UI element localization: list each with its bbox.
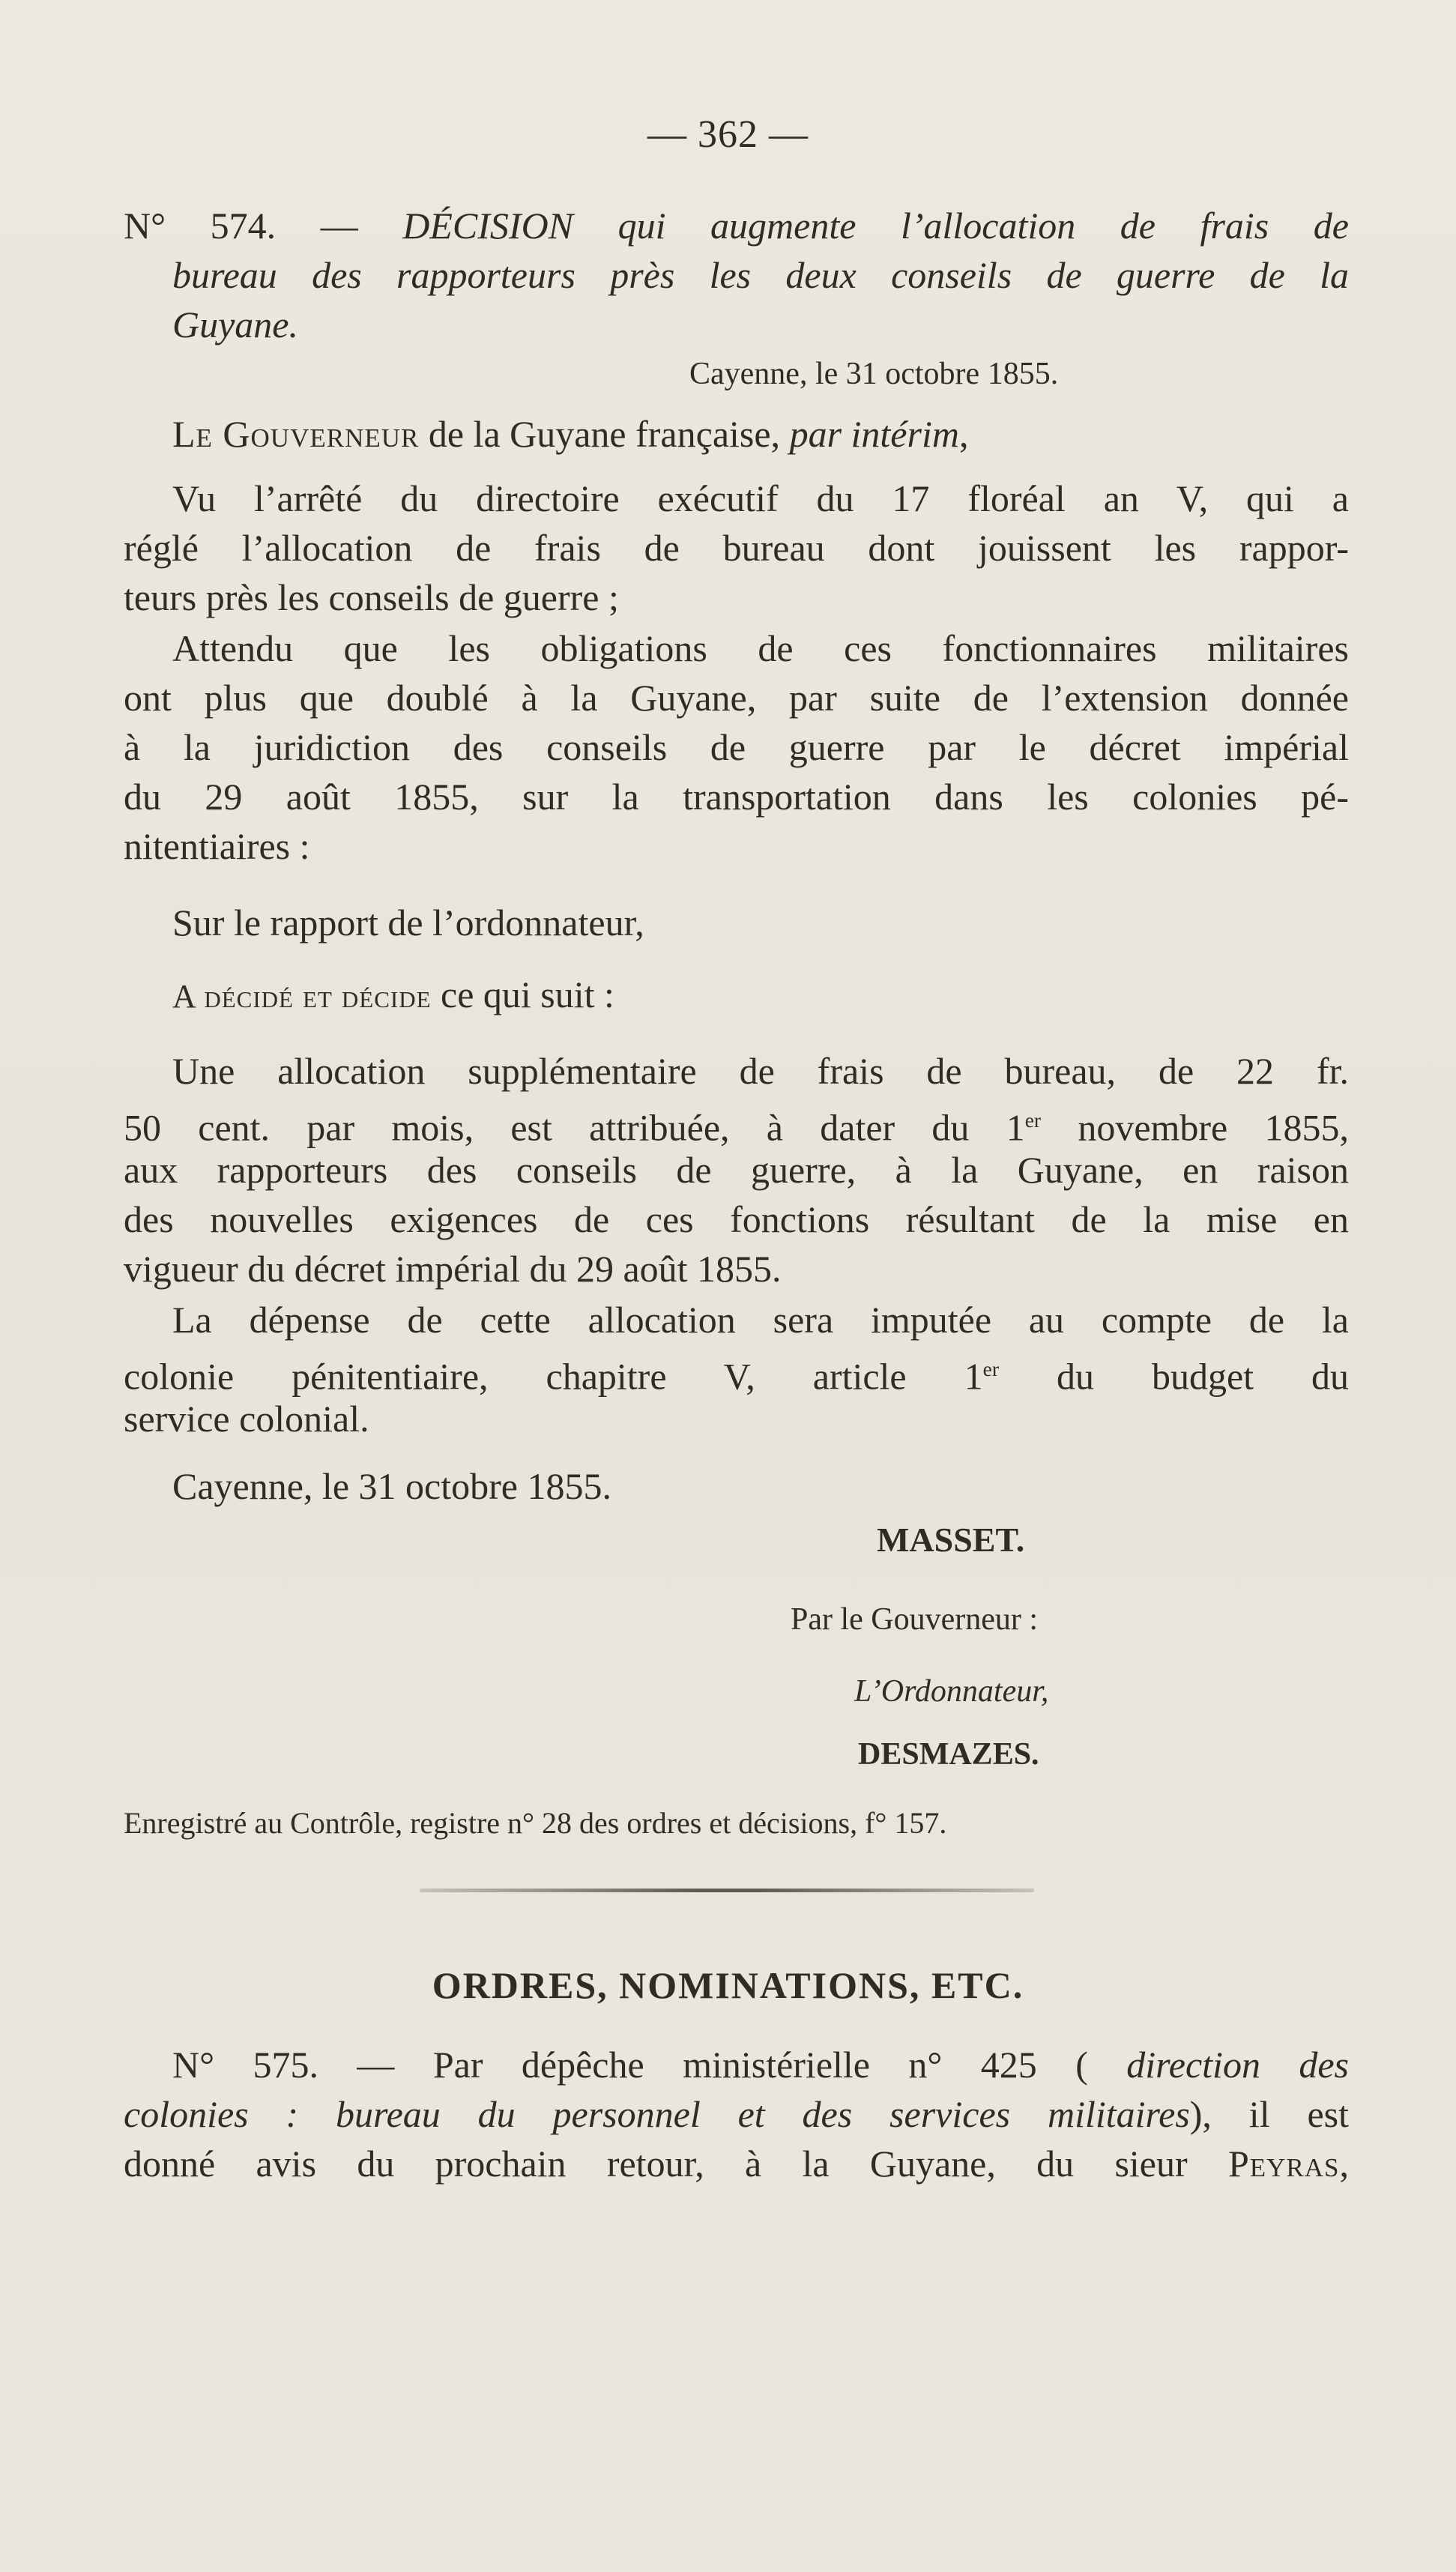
para4-line-2-end: novembre 1855, xyxy=(1041,1106,1349,1149)
item575-line-1-start: N° 575. — Par dépêche ministérielle n° 425 ( xyxy=(172,2044,1127,2086)
para4-line-4: des nouvelles exigences de ces fonctions résultant de la mise en xyxy=(124,1198,1349,1240)
closing-date: Cayenne, le 31 octobre 1855. xyxy=(172,1465,611,1507)
section-title: ORDRES, NOMINATIONS, ETC. xyxy=(432,1964,1024,2006)
item575-name: Peyras xyxy=(1227,2143,1340,2185)
decide-label: A décidé et décide xyxy=(172,978,432,1015)
para5-line-2-start: colonie pénitentiaire, chapitre V, article 1 xyxy=(124,1355,983,1398)
para2-line-5: nitentiaires : xyxy=(124,825,310,867)
section-divider xyxy=(420,1889,1034,1892)
para4-line-3: aux rapporteurs des conseils de guerre, à la Guyane, en raison xyxy=(124,1149,1349,1191)
para5-line-1: La dépense de cette allocation sera imputée au compte de la xyxy=(172,1299,1349,1341)
registration-note: Enregistré au Contrôle, registre n° 28 des ordres et décisions, f° 157. xyxy=(124,1806,947,1840)
para1-line-1: Vu l’arrêté du directoire exécutif du 17 floréal an V, qui a xyxy=(172,477,1349,519)
para5-line-3: service colonial. xyxy=(124,1398,369,1440)
decide-rest: ce qui suit : xyxy=(431,973,614,1015)
item575-line-2-italic: colonies : bureau du personnel et des services militaires xyxy=(124,2093,1190,2135)
decision-date: Cayenne, le 31 octobre 1855. xyxy=(689,357,1059,391)
decide-line xyxy=(172,971,614,1020)
governor-line-rest: de la Guyane française, xyxy=(419,413,790,455)
para2-line-4: du 29 août 1855, sur la transportation dans les colonies pé- xyxy=(124,776,1349,818)
para5-line-2-end: du budget du xyxy=(998,1355,1349,1398)
item575-line-3-start: donné avis du prochain retour, à la Guyane, du sieur xyxy=(124,2143,1228,2185)
para5-line-2 xyxy=(124,1346,1349,1400)
ordonnateur-title: L’Ordonnateur, xyxy=(854,1674,1049,1709)
governor-line-suffix: , xyxy=(958,413,969,455)
governor-interim: par intérim xyxy=(789,413,959,455)
decision-title-line-2: bureau des rapporteurs près les deux conseils de guerre de la xyxy=(172,254,1349,296)
para3-line: Sur le rapport de l’ordonnateur, xyxy=(172,902,644,944)
para2-line-1: Attendu que les obligations de ces fonctionnaires militaires xyxy=(172,627,1349,669)
governor-label: Le Gouverneur xyxy=(172,413,420,455)
para1-line-2: réglé l’allocation de frais de bureau dont jouissent les rappor- xyxy=(124,527,1349,569)
para2-line-2: ont plus que doublé à la Guyane, par suite de l’extension donnée xyxy=(124,677,1349,719)
item575-line-2 xyxy=(124,2091,1349,2137)
para2-line-3: à la juridiction des conseils de guerre par le décret impérial xyxy=(124,726,1349,768)
item575-line-3 xyxy=(124,2140,1349,2187)
item575-line-1 xyxy=(172,2041,1349,2088)
page-number: — 362 — xyxy=(647,113,809,156)
para4-sup: er xyxy=(1024,1108,1042,1132)
para4-line-5: vigueur du décret impérial du 29 août 1855. xyxy=(124,1248,782,1290)
item575-line-1-italic: direction des xyxy=(1126,2044,1350,2086)
para5-sup: er xyxy=(982,1357,999,1380)
signature-desmazes: DESMAZES. xyxy=(858,1737,1039,1772)
decision-title-line-1 xyxy=(124,202,1349,249)
para4-line-1: Une allocation supplémentaire de frais de bureau, de 22 fr. xyxy=(172,1050,1349,1092)
decision-number: N° 574. — xyxy=(124,205,403,247)
decision-title-italic: DÉCISION qui augmente l’allocation de frais de xyxy=(402,205,1349,247)
para1-line-3: teurs près les conseils de guerre ; xyxy=(124,576,619,618)
item575-line-3-suffix: , xyxy=(1339,2143,1349,2185)
decision-title-line-3: Guyane. xyxy=(172,304,298,345)
item575-line-2-rest: ), il est xyxy=(1189,2093,1349,2135)
par-le-gouverneur: Par le Gouverneur : xyxy=(791,1602,1039,1637)
para4-line-2 xyxy=(124,1097,1349,1151)
para4-line-2-start: 50 cent. par mois, est attribuée, à dater du 1 xyxy=(124,1106,1025,1149)
governor-line xyxy=(172,411,968,457)
signature-masset: MASSET. xyxy=(877,1521,1025,1559)
